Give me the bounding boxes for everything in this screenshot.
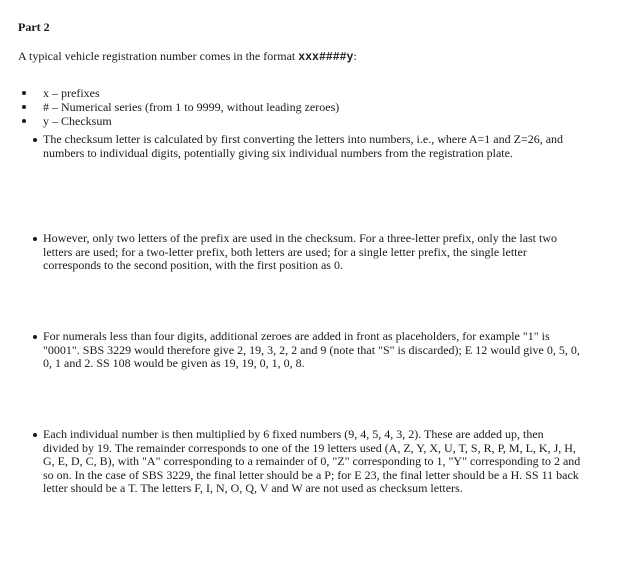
rule-numeral-padding: For numerals less than four digits, additional zeroes are added in front as placeholders, for example "1" is "0001". SBS 3229 would therefore give 2, 19, 3, 2, 2 and 9 (note that "S" is discarded); E 12 would give 0, 5, 0, 0, 1 and 2. SS 108 would be given as 19, 19, 0, 1, 0, 8. (43, 329, 580, 370)
intro-suffix: : (353, 49, 357, 63)
intro-text: A typical vehicle registration number comes in the format (18, 49, 299, 63)
list-item (18, 100, 608, 114)
rule-conversion: The checksum letter is calculated by first converting the letters into numbers, i.e., where A=1 and Z=26, and numbers to individual digits, potentially giving six individual numbers from the registration plate. (43, 132, 564, 160)
definition-list (18, 86, 608, 128)
rule-prefix-letters: However, only two letters of the prefix are used in the checksum. For a three-letter prefix, only the last two letters are used; for a two-letter prefix, both letters are used; for a single letter prefix, the single letter corresponds to the second position, with the first position as 0. (43, 231, 558, 272)
bullet-icon (33, 335, 37, 339)
list-item (43, 133, 581, 160)
definition-prefix: x – prefixes (43, 86, 100, 100)
list-item (43, 428, 581, 496)
definition-numerical: # – Numerical series (from 1 to 9999, without leading zeroes) (43, 100, 340, 114)
list-item (18, 114, 608, 128)
bullet-icon (33, 433, 37, 437)
list-item (43, 330, 581, 371)
format-pattern: xxx####y (298, 51, 354, 64)
bullet-icon (22, 91, 26, 95)
section-heading: Part 2 (18, 20, 50, 34)
bullet-icon (22, 105, 26, 109)
intro-paragraph (18, 49, 357, 64)
definition-checksum: y – Checksum (43, 114, 112, 128)
bullet-icon (33, 237, 37, 241)
list-item (43, 232, 581, 273)
rule-weighting-remainder: Each individual number is then multiplied by 6 fixed numbers (9, 4, 5, 4, 3, 2). These are added up, then divided by 19. The remainder corresponds to one of the 19 letters used (A, Z, Y, X, U, T, S, R, P, M, L, K, J, H, G, E, D, C, B), with "A" corresponding to a remainder of 0, "Z" corresponding to 1, "Y" corresponding to 2 and so on. In the case of SBS 3229, the final letter should be a P; for E 23, the final letter should be a H. SS 11 back letter should be a T. The letters F, I, N, O, Q, V and W are not used as checksum letters. (43, 427, 581, 495)
bullet-icon (22, 119, 26, 123)
bullet-icon (33, 138, 37, 142)
list-item (18, 86, 608, 100)
